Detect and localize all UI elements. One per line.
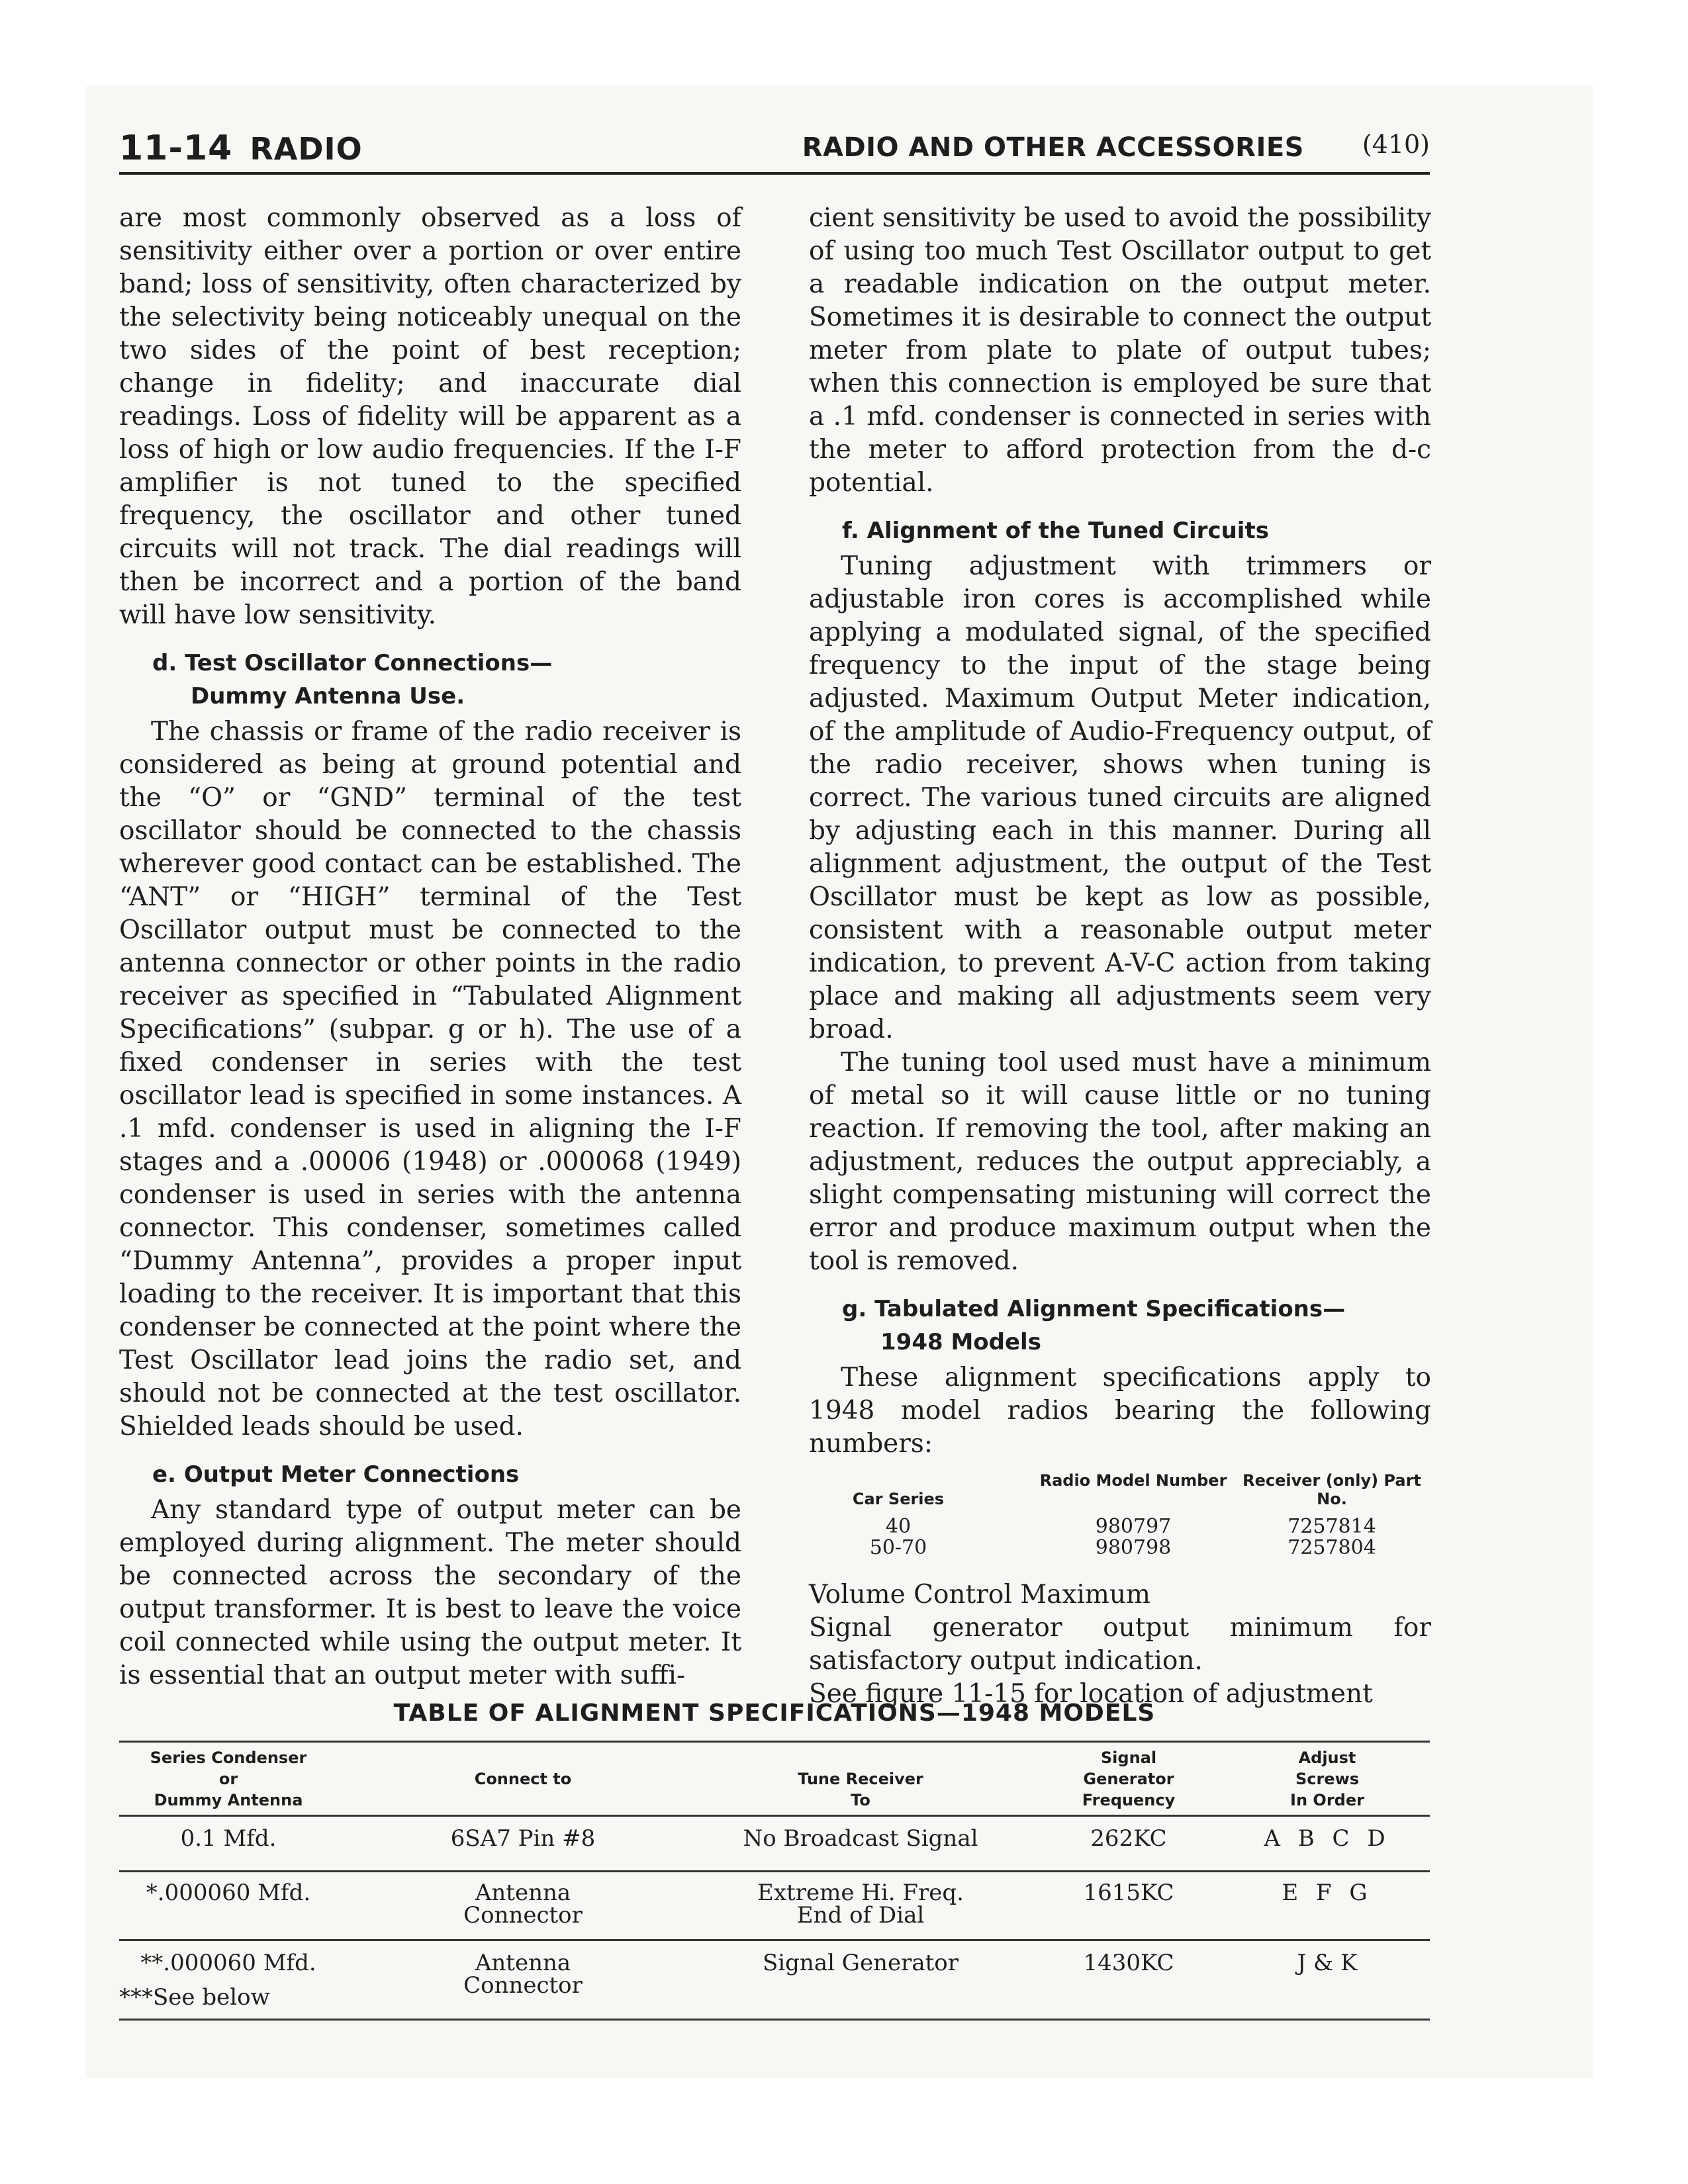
header-adjust-screws [1244, 1747, 1410, 1811]
table-cell: J & K [1297, 1950, 1358, 1976]
header-text: Signal [1100, 1749, 1157, 1767]
models-table [809, 1471, 1431, 1570]
header-text: or [218, 1770, 238, 1788]
heading-line: d. Test Oscillator Connections— [152, 650, 553, 676]
header-tune-receiver [702, 1768, 1019, 1811]
paragraph: cient sensitivity be used to avoid the possibility of using too much Test Oscillator output to get a readable indication on the output meter. Sometimes it is desirable to connect the output meter from plate to plate of output tubes; when this connection is employed be sure that a .1 mfd. condenser is connected in series with the meter to afford protection from the d-c potential. [809, 203, 1431, 498]
note-figure-reference: See figure 11-15 for location of adjustment [809, 1679, 1373, 1709]
heading-line: Dummy Antenna Use. [191, 683, 465, 709]
section-heading-d [152, 647, 741, 713]
table-footnote: ***See below [119, 1984, 270, 2011]
paragraph: The tuning tool used must have a minimum of metal so it will cause little or no tuning reaction. If removing the tool, after making an adjustment, reduces the output appreciably, a slight compensating mistuning will correct the error and produce maximum output when the tool is removed. [809, 1048, 1431, 1276]
header-text: Adjust [1298, 1749, 1356, 1767]
table-cell: *.000060 Mfd. [146, 1880, 311, 1906]
models-cell: 980798 [1095, 1536, 1172, 1559]
paragraph: are most commonly observed as a loss of sensitivity either over a portion or over entire band; loss of sensitivity, often characterized by the selectivity being noticeably unequal on the two sides of the point of best reception; change in fidelity; and inaccurate dial readings. Loss of fidelity will be apparent as a loss of high or low audio frequencies. If the I-F amplifier is not tuned to the specified frequency, the oscillator and other tuned circuits will not track. The dial readings will then be incorrect and a portion of the band will have low sensitivity. [119, 203, 741, 630]
header-text: Dummy Antenna [154, 1791, 303, 1809]
header-text: Frequency [1082, 1791, 1176, 1809]
heading-line: 1948 Models [880, 1329, 1041, 1355]
paragraph: Tuning adjustment with trimmers or adjustable iron cores is accomplished while applying a modulated signal, of the specified frequency to the input of the stage being adjusted. Maximum Output Meter indication, of the amplitude of Audio-Frequency output, of the radio receiver, shows when tuning is correct. The various tuned circuits are aligned by adjusting each in this manner. During all alignment adjustment, the output of the Test Oscillator must be kept as low as possible, consistent with a reasonable output meter indication, to prevent A-V-C action from taking place and making all adjustments seem very broad. [809, 551, 1431, 1044]
section-heading-f: f. Alignment of the Tuned Circuits [842, 518, 1269, 544]
table-rule [119, 1741, 1430, 1743]
table-cell: Extreme Hi. Freq. [757, 1880, 964, 1906]
page-header [119, 126, 1430, 175]
page-number: (410) [1362, 130, 1430, 159]
header-text: Generator [1083, 1770, 1174, 1788]
models-cell: 980797 [1095, 1515, 1172, 1538]
models-cell: 7257804 [1288, 1536, 1376, 1559]
right-column [809, 202, 1431, 1711]
models-cell: 7257814 [1288, 1515, 1376, 1538]
paragraph: The chassis or frame of the radio receiver is considered as being at ground potential and the “O” or “GND” terminal of the test oscillator should be connected to the chassis wherever good contact can be established. The “ANT” or “HIGH” terminal of the Test Oscillator output must be connected to the antenna connector or other points in the radio receiver as specified in “Tabulated Alignment Specifications” (subpar. g or h). The use of a fixed condenser in series with the test oscillator lead is specified in some instances. A .1 mfd. condenser is used in aligning the I-F stages and a .00006 (1948) or .000068 (1949) condenser is used in series with the antenna connector. This condenser, sometimes called “Dummy Antenna”, provides a proper input loading to the receiver. It is important that this condenser be connected at the point where the Test Oscillator lead joins the radio set, and should not be connected at the test oscillator. Shielded leads should be used. [119, 717, 741, 1441]
alignment-table [119, 1741, 1430, 2025]
header-text: Series Condenser [150, 1749, 307, 1767]
table-cell: Antenna [475, 1950, 571, 1976]
section-heading-e: e. Output Meter Connections [152, 1461, 520, 1488]
section-heading-g [842, 1293, 1431, 1359]
table-cell: No Broadcast Signal [743, 1825, 978, 1852]
models-cell: 40 [885, 1515, 912, 1538]
table-cell: Connector [463, 1902, 583, 1929]
table-cell: 6SA7 Pin #8 [450, 1825, 596, 1852]
note-volume: Volume Control Maximum [809, 1580, 1150, 1610]
table-cell: 0.1 Mfd. [180, 1825, 277, 1852]
table-cell: **.000060 Mfd. [140, 1950, 316, 1976]
page-code: 11-14 [119, 128, 233, 168]
header-connect-to: Connect to [474, 1770, 572, 1788]
models-cell: 50-70 [869, 1536, 927, 1559]
header-text: To [851, 1791, 870, 1809]
models-header-car-series: Car Series [852, 1490, 945, 1508]
table-cell: 1615KC [1083, 1880, 1174, 1906]
heading-line: g. Tabulated Alignment Specifications— [842, 1296, 1346, 1322]
table-rule [119, 1870, 1430, 1872]
section-name: RADIO [250, 131, 363, 167]
models-header-radio-model: Radio Model Number [1039, 1471, 1227, 1490]
header-text: In Order [1290, 1791, 1364, 1809]
paragraph: Any standard type of output meter can be employed during alignment. The meter should be connected across the secondary of the output transformer. It is best to leave the voice coil connected while using the output meter. It is essential that an output meter with suffi- [119, 1495, 741, 1690]
left-column [119, 202, 741, 1692]
header-text: Screws [1295, 1770, 1360, 1788]
chapter-title: RADIO AND OTHER ACCESSORIES [802, 132, 1304, 163]
table-title: TABLE OF ALIGNMENT SPECIFICATIONS—1948 MODELS [393, 1700, 1156, 1727]
table-cell: End of Dial [796, 1902, 925, 1929]
models-header-part-no: Receiver (only) Part No. [1243, 1471, 1421, 1508]
table-cell: A B C D [1264, 1825, 1391, 1852]
table-cell: 1430KC [1083, 1950, 1174, 1976]
table-cell: E F G [1282, 1880, 1373, 1906]
header-condenser [119, 1747, 338, 1811]
header-left [119, 128, 363, 168]
header-frequency [1046, 1747, 1211, 1811]
header-text: Tune Receiver [798, 1770, 923, 1788]
table-cell: Signal Generator [763, 1950, 959, 1976]
paragraph: These alignment specifications apply to 1948 model radios bearing the following numbers: [809, 1363, 1431, 1459]
note-signal-generator: Signal generator output minimum for satisfactory output indication. [809, 1613, 1431, 1676]
table-rule [119, 1939, 1430, 1941]
table-rule [119, 1815, 1430, 1817]
table-rule [119, 2019, 1430, 2021]
table-cell: Antenna [475, 1880, 571, 1906]
table-cell: Connector [463, 1972, 583, 1999]
table-cell: 262KC [1090, 1825, 1167, 1852]
